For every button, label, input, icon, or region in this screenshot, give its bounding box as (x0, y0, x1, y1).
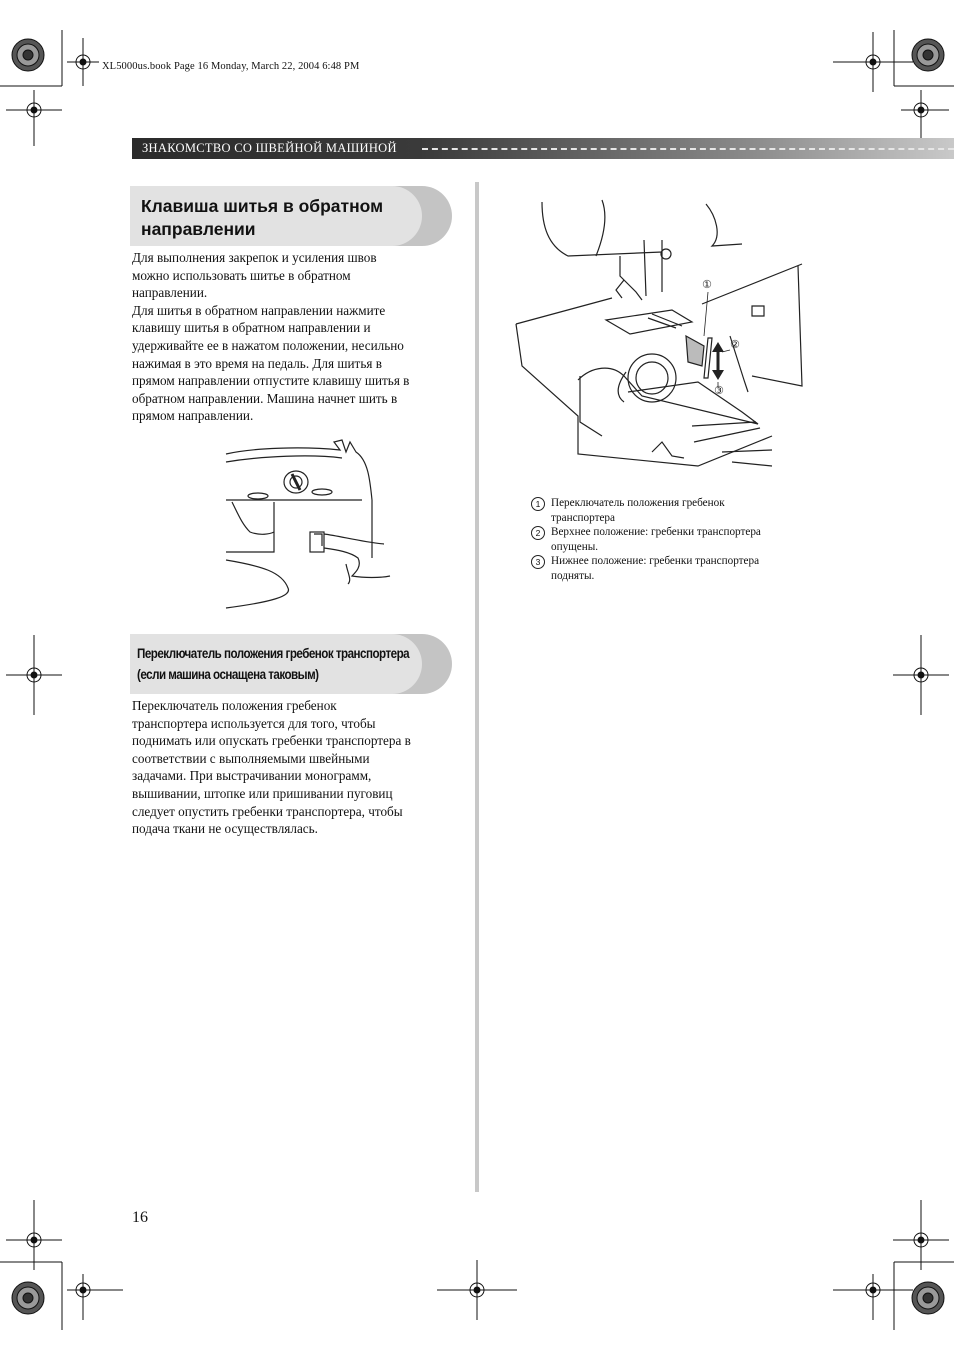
crosshair-bl1 (6, 1200, 62, 1270)
crosshair-ml (6, 635, 62, 715)
chapter-title: ЗНАКОМСТВО СО ШВЕЙНОЙ МАШИНОЙ (142, 141, 397, 155)
body-line: прямом направлении. (132, 408, 254, 424)
section1-body (132, 249, 462, 425)
legend-text: подняты. (551, 569, 595, 582)
starburst-bottom-left (12, 1282, 44, 1314)
crosshair-br1 (833, 1274, 913, 1320)
starburst-top-right (912, 39, 944, 71)
body-line: Для шитья в обратном направлении нажмите (132, 302, 386, 318)
legend-number-badge: 1 (531, 497, 545, 511)
body-line: следует опустить гребенки транспортера, чтобы (132, 803, 403, 819)
callout-3: ③ (714, 385, 724, 397)
legend-item (531, 496, 821, 525)
legend-text: Переключатель положения гребенок (551, 497, 725, 509)
legend-item (531, 525, 821, 554)
legend-number-badge: 3 (531, 555, 545, 569)
legend-item (531, 554, 821, 583)
body-line: прямом направлении отпустите клавишу шитья в (132, 373, 410, 389)
crosshair-bc (437, 1260, 517, 1320)
legend-text: Нижнее положение: гребенки транспортера (551, 555, 760, 567)
body-line: направлении. (132, 285, 208, 301)
section2-heading-box (130, 634, 460, 694)
print-info: XL5000us.book Page 16 Monday, March 22, 2004 6:48 PM (102, 61, 360, 72)
reverse-stitch-illustration (222, 440, 394, 610)
crosshair-tl1 (67, 38, 99, 86)
legend-number-badge: 2 (531, 526, 545, 540)
callout-2: ② (730, 339, 740, 351)
body-line: задачами. При выстрачивании монограмм, (132, 768, 372, 784)
chapter-dash-rule (422, 148, 954, 151)
body-line: соответствии с выполняемыми швейными (132, 750, 370, 766)
body-line: можно использовать шитье в обратном (132, 267, 351, 283)
body-line: обратном направлении. Машина начнет шить в (132, 390, 398, 406)
body-line: подача ткани не осуществлялась. (132, 821, 318, 837)
body-line: поднимать или опускать гребенки транспортера в (132, 733, 411, 749)
crosshair-br2 (893, 1200, 949, 1270)
figure-legend (531, 496, 821, 583)
crosshair-tl2 (6, 90, 62, 146)
crosshair-bl2 (67, 1274, 123, 1320)
section1-heading: Клавиша шитья в обратном направлении (141, 196, 384, 239)
chapter-header (132, 138, 954, 159)
body-line: вышивании, штопке или пришивании пуговиц (132, 785, 393, 801)
section1-heading-box (130, 186, 460, 246)
body-line: удерживайте ее в нажатом положении, несильно (132, 337, 404, 353)
crosshair-mr (893, 635, 949, 715)
crosshair-tr1 (833, 32, 913, 92)
callout-1: ① (702, 279, 712, 291)
starburst-top-left (12, 39, 44, 71)
legend-text: опущены. (551, 540, 599, 553)
page-number: 16 (132, 1209, 148, 1226)
legend-text: транспортера (551, 511, 615, 524)
legend-text: Верхнее положение: гребенки транспортера (551, 526, 761, 538)
body-line: Переключатель положения гребенок (132, 698, 337, 713)
section2-body (132, 697, 462, 838)
feed-dog-switch-illustration (512, 196, 804, 486)
body-line: нажимая в это время на педаль. Для шитья в (132, 355, 382, 371)
starburst-bottom-right (912, 1282, 944, 1314)
body-line: клавишу шитья в обратном направлении и (132, 320, 371, 336)
up-down-arrow (712, 342, 724, 380)
body-line: транспортера используется для того, чтобы (132, 715, 376, 731)
column-divider (475, 182, 479, 1192)
section2-heading: Переключатель положения гребенок транспортера (если машина оснащена таковым) (137, 646, 410, 682)
body-line: Для выполнения закрепок и усиления швов (132, 250, 377, 265)
